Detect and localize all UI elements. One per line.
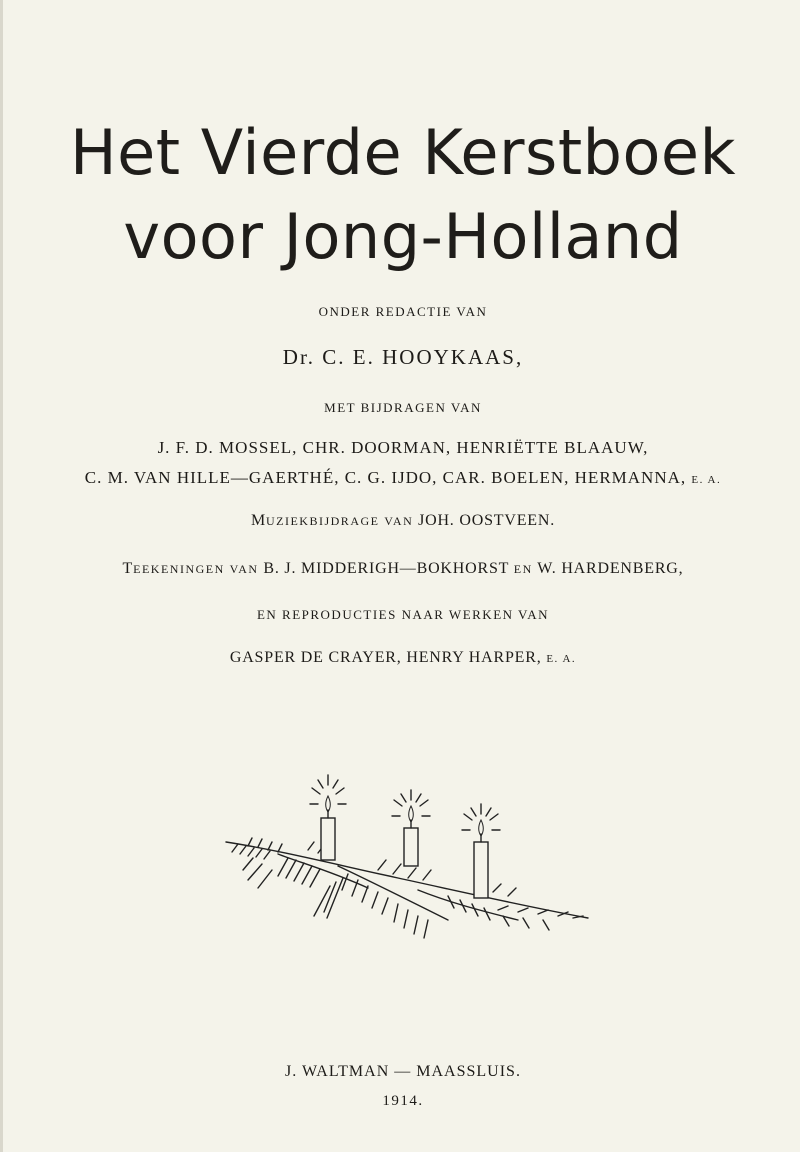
contributors-line-2-text: C. M. VAN HILLE—GAERTHÉ, C. G. IJDO, CAR. BOELEN, HERMANNA, [84, 468, 687, 487]
candles-on-pine-branch-icon [218, 770, 598, 960]
editor-name: Dr. C. E. HOOYKAAS, [282, 345, 524, 369]
book-title-line-2: voor Jong-Holland [123, 200, 683, 273]
drawings-label-initial: T [122, 560, 134, 577]
reproductions-suffix: E. A. [546, 653, 577, 665]
music-van: VAN [384, 514, 414, 528]
reproductions-intro: EN REPRODUCTIES NAAR WERKEN VAN [256, 607, 550, 622]
drawings-van: VAN [229, 562, 259, 576]
music-label-rest: UZIEKBIJDRAGE [265, 514, 380, 528]
contributions-intro: MET BIJDRAGEN VAN [324, 400, 482, 415]
music-label-initial: M [250, 512, 266, 529]
drawings-artist-1: B. J. MIDDERIGH—BOKHORST [263, 560, 509, 577]
reproductions-artists: GASPER DE CRAYER, HENRY HARPER, [229, 649, 542, 666]
music-composer: JOH. OOSTVEEN. [418, 512, 556, 529]
editorial-intro: ONDER REDACTIE VAN [318, 304, 488, 319]
drawings-credit [3, 560, 800, 578]
publication-year: 1914. [382, 1093, 424, 1109]
contributors-suffix: E. A. [691, 474, 722, 486]
music-credit [3, 512, 800, 530]
publisher-line: J. WALTMAN — MAASSLUIS. [285, 1063, 521, 1080]
book-title-line-1: Het Vierde Kerstboek [70, 116, 736, 189]
reproductions-credit [3, 649, 800, 667]
drawings-en: EN [513, 562, 533, 576]
contributors-line-1: J. F. D. MOSSEL, CHR. DOORMAN, HENRIËTTE BLAAUW, [157, 438, 649, 457]
contributors-line-2 [3, 468, 800, 488]
drawings-label-rest: EEKENINGEN [133, 562, 225, 576]
drawings-artist-2: W. HARDENBERG, [537, 560, 684, 577]
